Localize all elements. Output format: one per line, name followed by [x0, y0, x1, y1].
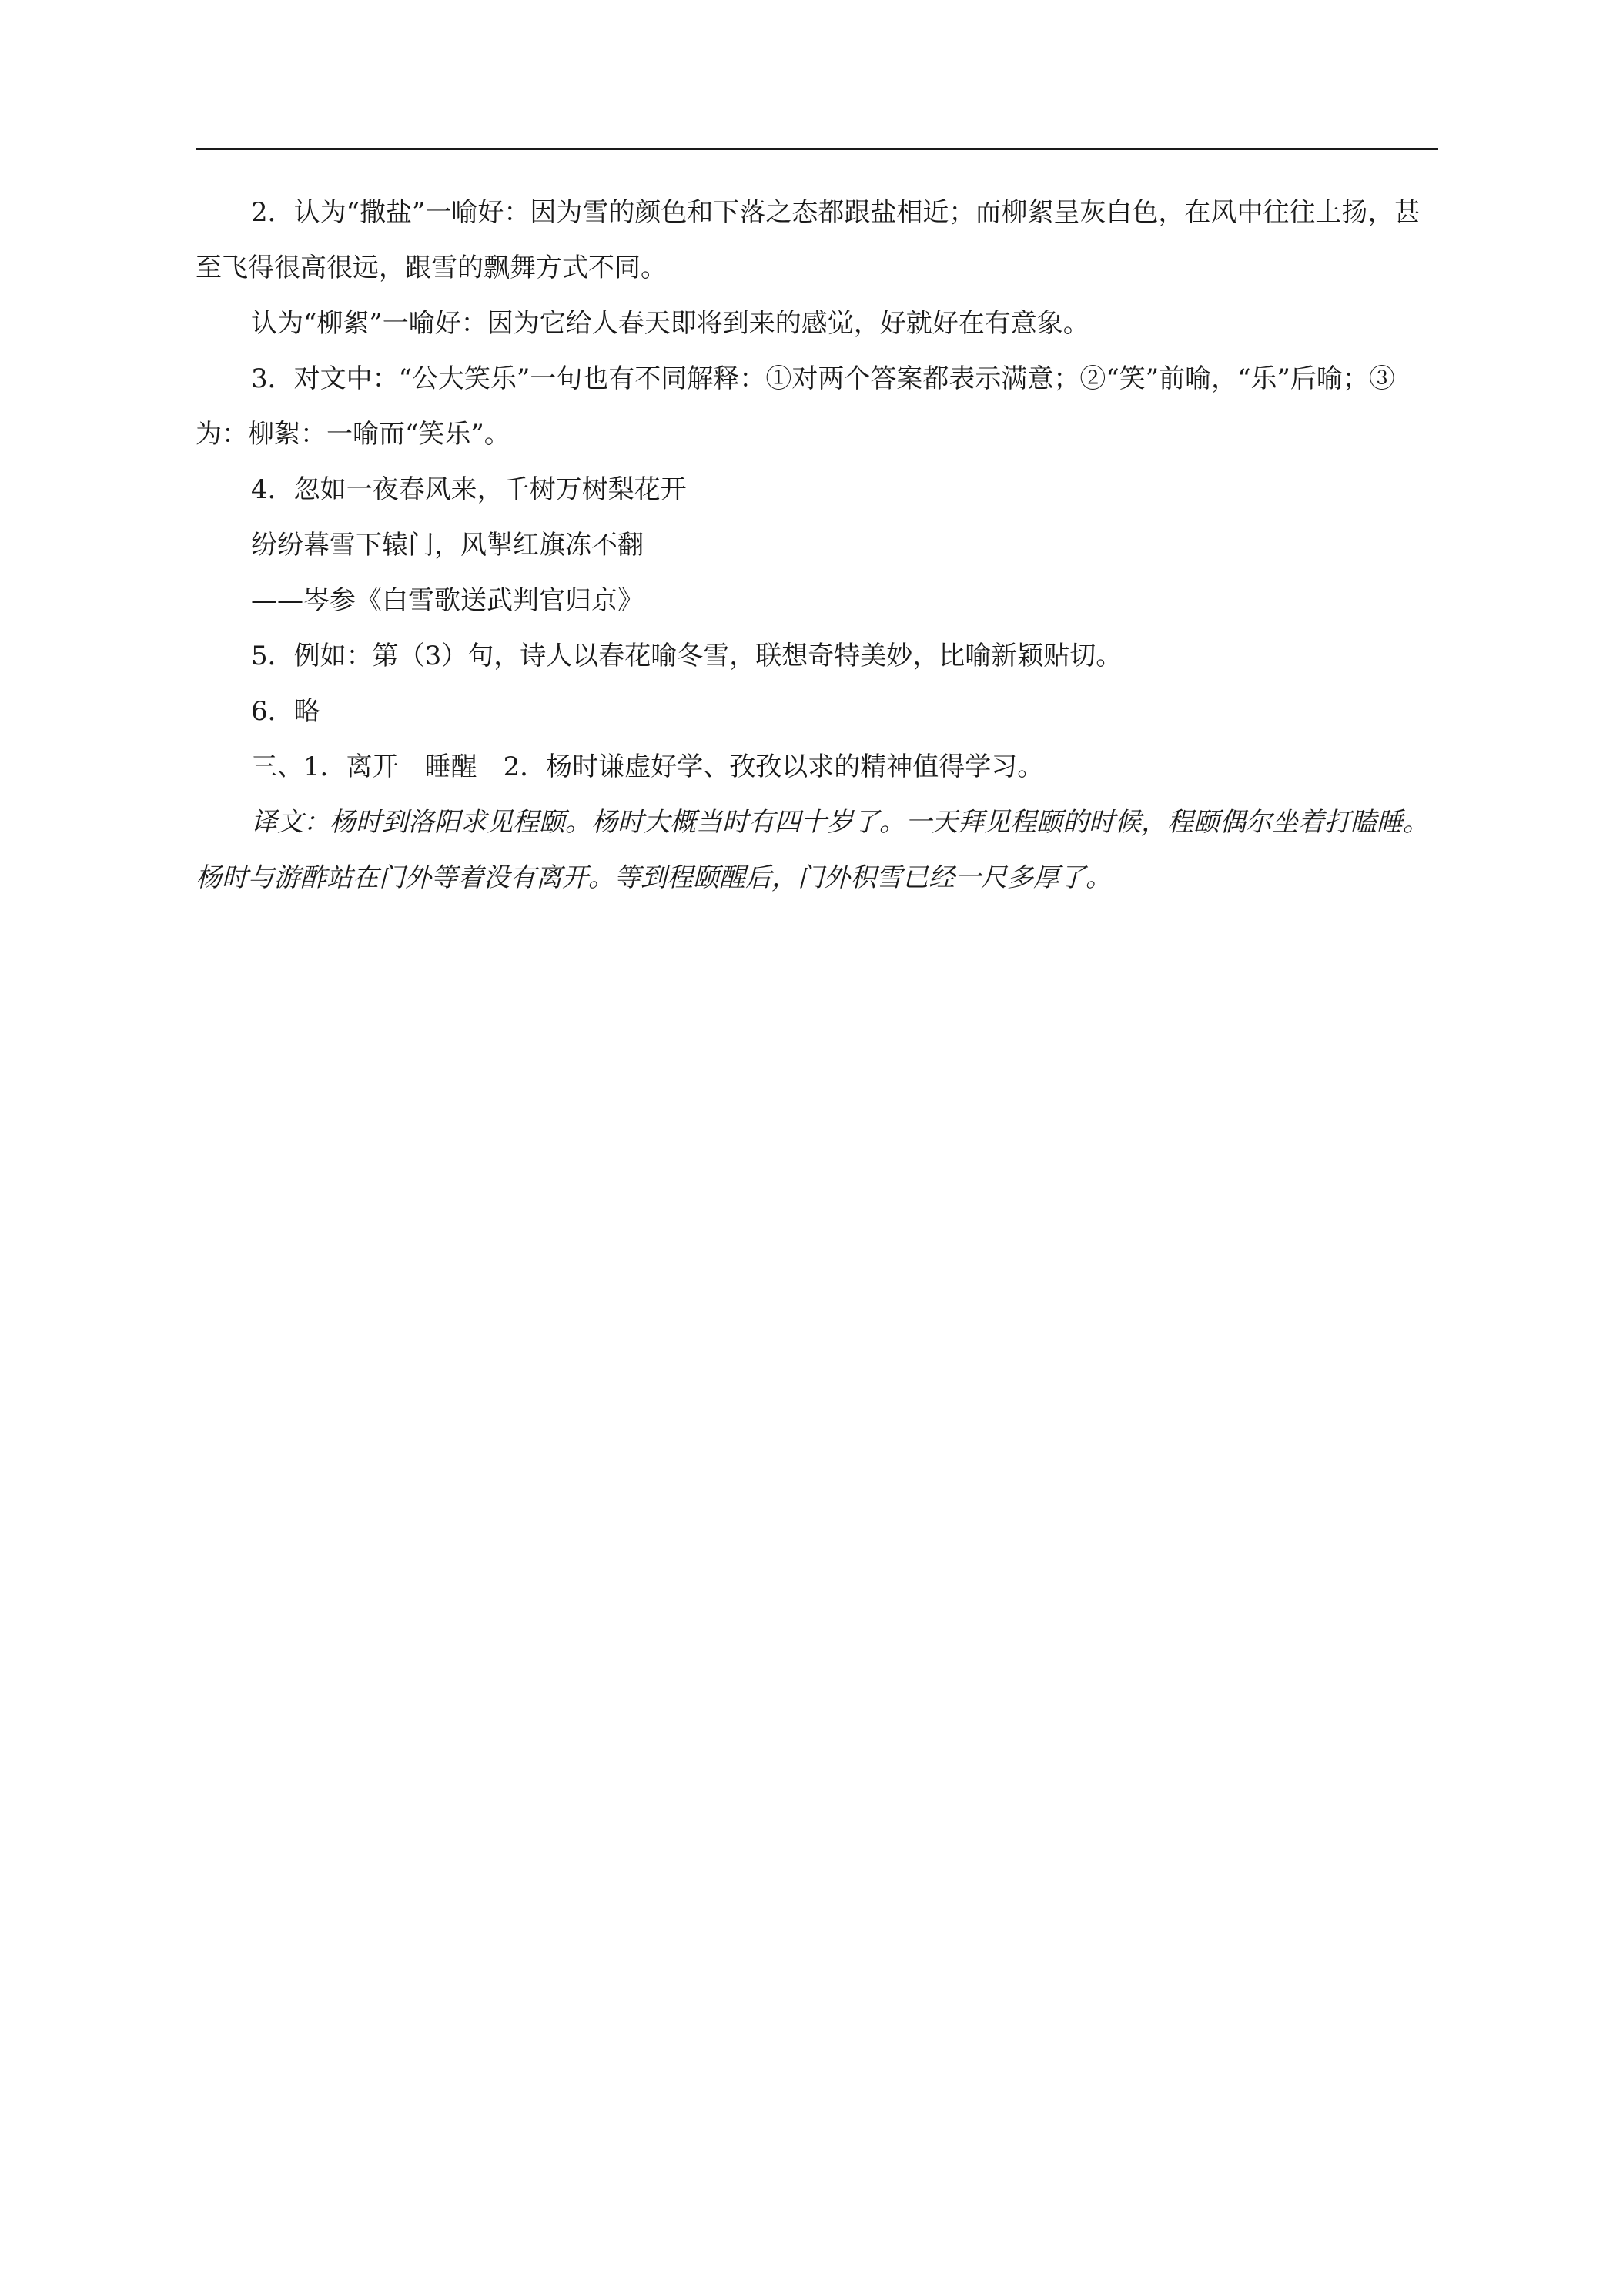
header-rule [196, 148, 1438, 150]
answer-4-line-1: 4．忽如一夜春风来，千树万树梨花开 [251, 474, 687, 505]
answer-2-alt-paragraph: 认为“柳絮”一喻好：因为它给人春天即将到来的感觉，好就好在有意象。 [251, 308, 1089, 339]
answer-4-source: ——岑参《白雪歌送武判官归京》 [251, 585, 644, 616]
answer-5-paragraph: 5．例如：第（3）句，诗人以春花喻冬雪，联想奇特美妙，比喻新颖贴切。 [251, 641, 1123, 671]
answer-4-line-2: 纷纷暮雪下辕门，风掣红旗冻不翻 [251, 530, 644, 561]
document-body [196, 185, 1438, 905]
answer-6-paragraph: 6．略 [251, 696, 320, 727]
answer-3-paragraph: 3．对文中：“公大笑乐”一句也有不同解释：①对两个答案都表示满意；②“笑”前喻，“乐”后喻；③为：柳絮：一喻而“笑乐”。 [196, 363, 1395, 450]
section-3-answers: 三、1．离开 睡醒 2．杨时谦虚好学、孜孜以求的精神值得学习。 [251, 751, 1044, 782]
translation-paragraph: 译文：杨时到洛阳求见程颐。杨时大概当时有四十岁了。一天拜见程颐的时候，程颐偶尔坐着打瞌睡。杨时与游酢站在门外等着没有离开。等到程颐醒后，门外积雪已经一尺多厚了。 [196, 807, 1429, 893]
answer-2-paragraph: 2．认为“撒盐”一喻好：因为雪的颜色和下落之态都跟盐相近；而柳絮呈灰白色，在风中往往上扬，甚至飞得很高很远，跟雪的飘舞方式不同。 [196, 197, 1421, 283]
